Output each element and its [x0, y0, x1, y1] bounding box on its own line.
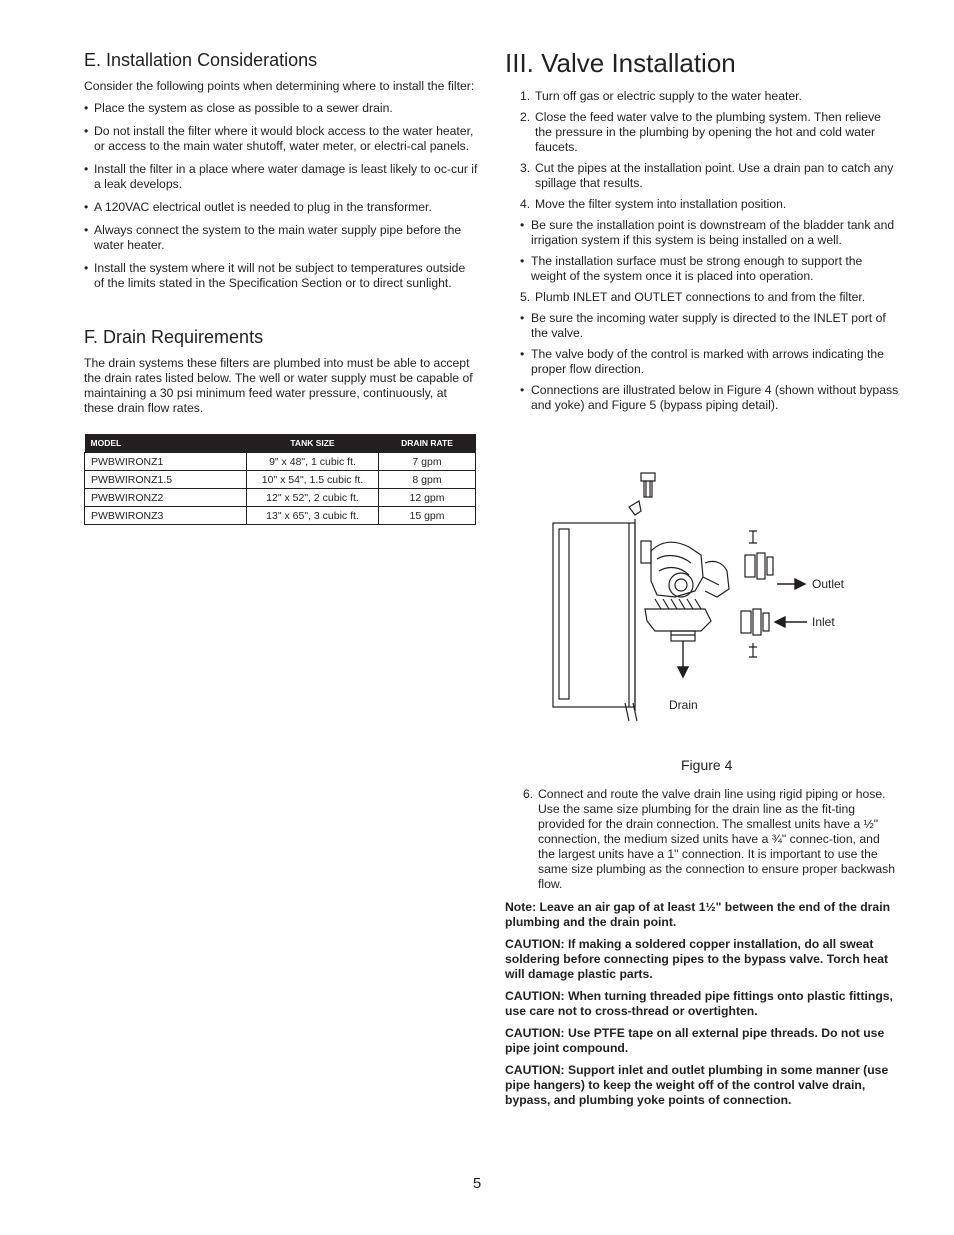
step-item	[505, 89, 900, 104]
installation-intro: Consider the following points when determining where to install the filter:	[84, 79, 475, 93]
step-number: 5.	[520, 290, 531, 304]
note-air-gap: Note: Leave an air gap of at least 1½" between the end of the drain plumbing and the drain point.	[505, 900, 891, 929]
figure-caption: Figure 4	[681, 757, 733, 773]
step-text: Be sure the incoming water supply is directed to the INLET port of the valve.	[531, 311, 886, 340]
valve-diagram-illustration	[505, 459, 900, 749]
step-number: 2.	[520, 110, 531, 124]
step-text: Connections are illustrated below in Figure 4 (shown without bypass and yoke) and Figure 5 (bypass piping detail).	[531, 383, 899, 412]
bullet-mark: •	[520, 383, 525, 397]
list-item: • Place the system as close as possible to a sewer drain.	[84, 101, 478, 116]
list-item: • Install the system where it will not be subject to temperatures outside of the limits stated in the Specification Section or to direct sunlight.	[84, 261, 478, 291]
notes-and-cautions	[505, 900, 900, 1108]
step-item	[505, 197, 900, 212]
outlet-label: Outlet	[812, 577, 845, 591]
drain-rate-table	[84, 434, 476, 525]
cell-model: PWBWIRONZ1.5	[85, 471, 247, 489]
cell-drain-rate: 15 gpm	[379, 507, 476, 525]
caution-ptfe-tape: CAUTION: Use PTFE tape on all external pipe threads. Do not use pipe joint compound.	[505, 1026, 885, 1055]
step-item	[505, 161, 900, 191]
section-heading-drain-requirements: F. Drain Requirements	[84, 327, 264, 347]
cell-model: PWBWIRONZ2	[85, 489, 247, 507]
caution-soldering: CAUTION: If making a soldered copper installation, do all sweat soldering before connecting pipes to the bypass valve. Torch heat will damage plastic parts.	[505, 937, 889, 981]
table-header-row	[85, 434, 476, 453]
bullet-mark: •	[520, 218, 525, 232]
cell-drain-rate: 7 gpm	[379, 453, 476, 471]
cell-tank-size: 9" x 48", 1 cubic ft.	[247, 453, 379, 471]
list-item: • Install the filter in a place where water damage is least likely to oc-cur if a leak develops.	[84, 162, 478, 192]
caution-threaded-fittings: CAUTION: When turning threaded pipe fittings onto plastic fittings, use care not to cross-thread or overtighten.	[505, 989, 893, 1018]
step-text: The valve body of the control is marked with arrows indicating the proper flow direction.	[531, 347, 884, 376]
page-title: III. Valve Installation	[505, 48, 736, 78]
step-item	[505, 290, 900, 305]
step-bullet	[505, 218, 900, 248]
step-item	[505, 110, 900, 155]
cell-drain-rate: 8 gpm	[379, 471, 476, 489]
column-header-model: MODEL	[85, 434, 247, 453]
table-row	[85, 453, 476, 471]
step-text: Be sure the installation point is downstream of the bladder tank and irrigation system if this system is being installed on a well.	[531, 218, 895, 247]
step-item	[505, 787, 900, 892]
list-item: • Always connect the system to the main water supply pipe before the water heater.	[84, 223, 478, 253]
step-bullet	[505, 347, 900, 377]
step-text: The installation surface must be strong enough to support the weight of the system once it is placed into operation.	[531, 254, 863, 283]
installation-bullet-list	[84, 101, 478, 291]
step-bullet	[505, 383, 900, 413]
left-column	[84, 50, 478, 525]
cell-tank-size: 13" x 65", 3 cubic ft.	[247, 507, 379, 525]
cell-drain-rate: 12 gpm	[379, 489, 476, 507]
list-item: • Do not install the filter where it would block access to the water heater, or access to the main water shutoff, water meter, or electri-cal panels.	[84, 124, 478, 154]
step-text: Move the filter system into installation position.	[535, 197, 787, 211]
column-header-drain-rate: DRAIN RATE	[379, 434, 476, 453]
page-number: 5	[472, 1175, 482, 1192]
right-column	[505, 48, 900, 1115]
drain-intro: The drain systems these filters are plumbed into must be able to accept the drain rates listed below. The well or water supply must be capable of maintaining a 30 psi minimum feed water pressure, continuously, at these drain flow rates.	[84, 356, 473, 415]
step-text: Plumb INLET and OUTLET connections to and from the filter.	[535, 290, 866, 304]
valve-connection-figure	[505, 459, 900, 749]
bullet-mark: •	[520, 347, 525, 361]
table-row	[85, 471, 476, 489]
step-number: 1.	[520, 89, 531, 103]
bullet-mark: •	[520, 254, 525, 268]
step-number: 3.	[520, 161, 531, 175]
column-header-tank-size: TANK SIZE	[247, 434, 379, 453]
table-row	[85, 507, 476, 525]
drain-label: Drain	[669, 698, 698, 712]
step-text: Turn off gas or electric supply to the water heater.	[535, 89, 802, 103]
caution-support-plumbing: CAUTION: Support inlet and outlet plumbing in some manner (use pipe hangers) to keep the weight off of the control valve drain, bypass, and plumbing yoke points of connection.	[505, 1063, 889, 1107]
cell-model: PWBWIRONZ1	[85, 453, 247, 471]
step-text: Close the feed water valve to the plumbing system. Then relieve the pressure in the plumbing by opening the hot and cold water faucets.	[535, 110, 881, 154]
cell-tank-size: 12" x 52", 2 cubic ft.	[247, 489, 379, 507]
table-row	[85, 489, 476, 507]
cell-tank-size: 10" x 54", 1.5 cubic ft.	[247, 471, 379, 489]
step-bullet	[505, 254, 900, 284]
step-number: 4.	[520, 197, 531, 211]
cell-model: PWBWIRONZ3	[85, 507, 247, 525]
inlet-label: Inlet	[812, 615, 835, 629]
step-text: Cut the pipes at the installation point. Use a drain pan to catch any spillage that results.	[535, 161, 894, 190]
step-number: 6.	[523, 787, 534, 801]
section-heading-installation-considerations: E. Installation Considerations	[84, 50, 318, 70]
step-bullet	[505, 311, 900, 341]
bullet-mark: •	[520, 311, 525, 325]
installation-steps	[505, 89, 900, 413]
list-item: • A 120VAC electrical outlet is needed to plug in the transformer.	[84, 200, 478, 215]
step-text: Connect and route the valve drain line using rigid piping or hose. Use the same size plumbing for the drain line as the fit-ting provided for the drain connection. The smallest units have a ½" connection, the medium sized units have a ¾" connec-tion, and the largest units have a 1" connection. It is important to use the same size plumbing as the connection to ensure proper backwash flow.	[538, 787, 896, 891]
